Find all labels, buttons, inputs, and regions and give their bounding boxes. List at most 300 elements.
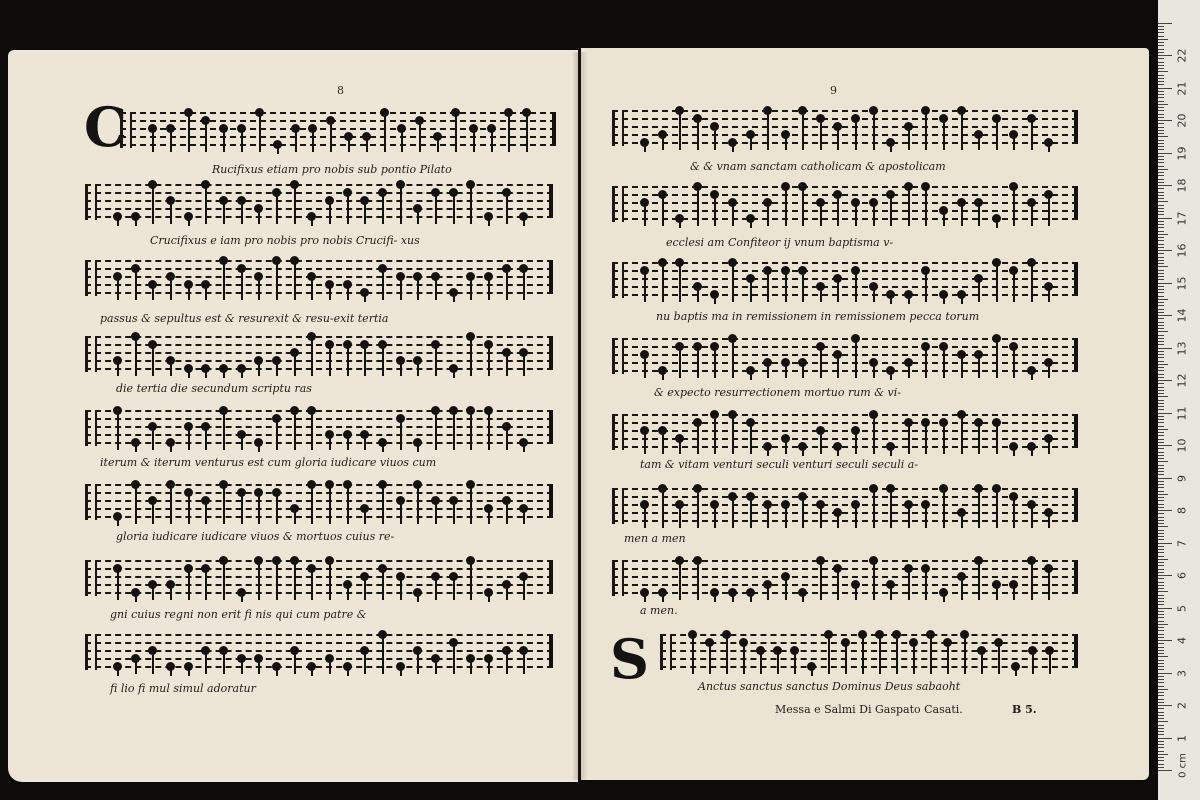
ruler-tick [1158, 764, 1164, 765]
note-stem [1031, 448, 1033, 456]
clef-icon [120, 114, 132, 148]
note-stem [311, 218, 313, 226]
end-bar [549, 410, 553, 442]
note-stem [777, 652, 779, 674]
note-stem [400, 668, 402, 676]
staff-line [612, 118, 1078, 120]
note-stem [890, 372, 892, 380]
note-stem [241, 494, 243, 524]
ruler-tick [1158, 377, 1164, 378]
note-stem [750, 220, 752, 228]
lyric-line: Crucifixus e iam pro nobis pro nobis Crucifi- xus [150, 234, 420, 247]
ruler-tick [1158, 614, 1164, 615]
ruler-tick [1158, 588, 1164, 589]
staff-line [85, 352, 553, 354]
ruler-tick [1158, 224, 1164, 225]
clef-icon [612, 416, 624, 450]
ruler-tick [1158, 227, 1164, 228]
note-stem [312, 130, 314, 152]
ruler-tick [1158, 114, 1164, 115]
note-stem [981, 652, 983, 674]
music-staff [612, 182, 1078, 222]
note-stem [750, 136, 752, 150]
ruler-tick [1158, 188, 1164, 189]
ruler-tick [1158, 647, 1164, 648]
note-stem [709, 644, 711, 674]
lyric-line: Rucifixus etiam pro nobis sub pontio Pilato [212, 163, 452, 176]
note-stem [382, 486, 384, 524]
ruler-number: 19 [1175, 146, 1189, 160]
note-stem [732, 594, 734, 602]
ruler-tick [1158, 520, 1164, 521]
note-stem [223, 486, 225, 524]
ruler-tick [1158, 221, 1164, 222]
lyric-line: men a men [624, 532, 686, 545]
end-bar [1074, 414, 1078, 446]
note-stem [295, 130, 297, 152]
clef-icon [660, 636, 672, 670]
clef-icon [85, 562, 97, 596]
music-staff [85, 180, 553, 220]
note-stem [996, 340, 998, 378]
end-bar [549, 634, 553, 666]
ruler-tick [1158, 396, 1168, 397]
note-stem [417, 278, 419, 300]
ruler-tick [1158, 312, 1164, 313]
ruler-tick [1158, 595, 1164, 596]
note-stem [802, 594, 804, 602]
note-stem [294, 510, 296, 524]
note-stem [760, 652, 762, 674]
ruler-tick [1158, 367, 1164, 368]
note-stem [890, 448, 892, 456]
ruler-tick [1158, 474, 1164, 475]
ruler-tick [1158, 465, 1164, 466]
note-stem [329, 436, 331, 450]
clef-icon [85, 262, 97, 296]
ruler-tick [1158, 78, 1164, 79]
note-stem [258, 278, 260, 300]
note-stem [996, 490, 998, 528]
note-stem [714, 296, 716, 304]
note-stem [506, 270, 508, 300]
ruler-tick [1158, 201, 1168, 202]
ruler-number: 5 [1175, 604, 1189, 612]
staff-line [612, 488, 1078, 490]
note-stem [855, 506, 857, 528]
end-bar [549, 484, 553, 516]
note-stem [205, 286, 207, 300]
note-stem [470, 338, 472, 376]
ruler-tick [1158, 500, 1164, 501]
end-bar [552, 112, 556, 144]
ruler-tick [1158, 23, 1172, 24]
note-stem [908, 128, 910, 150]
ruler-tick [1158, 510, 1172, 511]
note-stem [679, 440, 681, 454]
ruler-tick [1158, 211, 1164, 212]
clef-icon [612, 490, 624, 524]
ruler-tick [1158, 94, 1164, 95]
note-stem [1048, 514, 1050, 528]
ruler-tick [1158, 523, 1164, 524]
ruler-tick [1158, 744, 1164, 745]
ruler-tick [1158, 127, 1164, 128]
ruler-tick [1158, 237, 1164, 238]
note-stem [223, 652, 225, 674]
ruler-tick [1158, 491, 1164, 492]
note-stem [506, 428, 508, 450]
note-stem [241, 594, 243, 602]
note-stem [714, 416, 716, 454]
ruler-tick [1158, 741, 1164, 742]
note-stem [890, 586, 892, 600]
note-stem [453, 644, 455, 674]
ruler-tick [1158, 279, 1164, 280]
note-stem [644, 432, 646, 454]
ruler-tick [1158, 481, 1164, 482]
note-stem [873, 490, 875, 528]
ruler-tick [1158, 169, 1168, 170]
note-stem [417, 362, 419, 376]
note-stem [820, 348, 822, 378]
note-stem [455, 114, 457, 152]
note-stem [996, 220, 998, 228]
note-stem [329, 660, 331, 674]
note-stem [347, 486, 349, 524]
ruler-tick [1158, 747, 1164, 748]
end-bar [1074, 338, 1078, 370]
ruler-tick [1158, 543, 1172, 544]
note-stem [978, 280, 980, 302]
note-stem [802, 112, 804, 150]
music-staff [612, 410, 1078, 450]
ruler-tick [1158, 575, 1172, 576]
clef-icon [612, 112, 624, 146]
note-stem [873, 288, 875, 302]
ruler-tick [1158, 36, 1164, 37]
note-stem [152, 586, 154, 600]
note-stem [382, 444, 384, 452]
note-stem [473, 130, 475, 152]
ruler-tick [1158, 562, 1164, 563]
note-stem [697, 490, 699, 528]
note-stem [644, 356, 646, 378]
note-stem [276, 562, 278, 600]
ruler-tick [1158, 140, 1164, 141]
ruler-tick [1158, 445, 1172, 446]
ruler-tick [1158, 289, 1164, 290]
note-stem [523, 270, 525, 300]
note-stem [135, 338, 137, 376]
note-stem [435, 578, 437, 600]
ruler-tick [1158, 208, 1164, 209]
ruler-tick [1158, 666, 1164, 667]
ruler-number: 17 [1175, 211, 1189, 225]
note-stem [697, 288, 699, 302]
note-stem [644, 594, 646, 602]
ruler-tick [1158, 387, 1164, 388]
note-stem [662, 136, 664, 150]
ruler-tick [1158, 435, 1164, 436]
note-stem [435, 660, 437, 674]
staff-line [85, 208, 553, 210]
note-stem [523, 354, 525, 376]
note-stem [767, 586, 769, 600]
note-stem [1031, 506, 1033, 528]
ruler-tick [1158, 331, 1168, 332]
note-stem [488, 510, 490, 524]
ruler-tick [1158, 156, 1164, 157]
note-stem [205, 428, 207, 450]
note-stem [943, 212, 945, 226]
note-stem [785, 188, 787, 226]
ruler-tick [1158, 49, 1164, 50]
note-stem [726, 636, 728, 674]
ruler-tick [1158, 309, 1164, 310]
note-stem [258, 660, 260, 674]
note-stem [400, 362, 402, 376]
ruler-tick [1158, 406, 1164, 407]
ruler-tick [1158, 513, 1164, 514]
ruler-tick [1158, 325, 1164, 326]
ruler-tick [1158, 757, 1164, 758]
note-stem [417, 652, 419, 674]
staff-line [660, 658, 1078, 660]
note-stem [964, 636, 966, 674]
note-stem [364, 578, 366, 600]
note-stem [241, 370, 243, 378]
note-stem [135, 444, 137, 452]
ruler-tick [1158, 214, 1164, 215]
note-stem [644, 204, 646, 226]
note-stem [488, 278, 490, 300]
ruler-tick [1158, 705, 1172, 706]
note-stem [205, 652, 207, 674]
ruler-tick [1158, 302, 1164, 303]
ruler-tick [1158, 439, 1164, 440]
ruler-tick [1158, 643, 1164, 644]
note-stem [311, 412, 313, 450]
ruler-tick [1158, 315, 1172, 316]
ruler-tick [1158, 416, 1164, 417]
note-stem [697, 562, 699, 600]
ruler-tick [1158, 611, 1164, 612]
note-stem [767, 506, 769, 528]
ruler-tick [1158, 71, 1168, 72]
lyric-line: passus & sepultus est & resurexit & resu-exit tertia [100, 312, 389, 325]
note-stem [925, 272, 927, 302]
note-stem [837, 570, 839, 600]
note-stem [890, 296, 892, 304]
note-stem [205, 570, 207, 600]
end-bar [1074, 262, 1078, 294]
ruler-tick [1158, 591, 1168, 592]
note-stem [117, 570, 119, 600]
note-stem [506, 652, 508, 674]
note-stem [241, 130, 243, 152]
staff-line [85, 260, 553, 262]
ruler-tick [1158, 569, 1164, 570]
note-stem [188, 218, 190, 226]
ruler-tick [1158, 383, 1164, 384]
note-stem [488, 412, 490, 450]
note-stem [347, 286, 349, 300]
note-stem [697, 424, 699, 454]
music-staff [120, 108, 556, 148]
note-stem [1031, 204, 1033, 226]
note-stem [382, 194, 384, 224]
ruler-number: 12 [1175, 373, 1189, 388]
note-stem [943, 594, 945, 602]
note-stem [205, 502, 207, 524]
note-stem [170, 586, 172, 600]
ruler-tick [1158, 292, 1164, 293]
note-stem [714, 128, 716, 150]
ruler-tick [1158, 731, 1164, 732]
ruler-tick [1158, 351, 1164, 352]
note-stem [873, 562, 875, 600]
ruler-number: 16 [1175, 243, 1189, 258]
ruler-tick [1158, 695, 1164, 696]
note-stem [837, 280, 839, 302]
ruler-tick [1158, 702, 1164, 703]
note-stem [223, 262, 225, 300]
ruler-tick [1158, 68, 1164, 69]
staff-line [85, 336, 553, 338]
note-stem [417, 444, 419, 452]
ruler-tick [1158, 120, 1172, 121]
ruler-tick [1158, 244, 1164, 245]
note-stem [188, 114, 190, 152]
ruler-tick [1158, 143, 1164, 144]
ruler-tick [1158, 572, 1164, 573]
note-stem [508, 114, 510, 152]
note-stem [679, 506, 681, 528]
note-stem [1048, 570, 1050, 600]
note-stem [276, 420, 278, 450]
note-stem [152, 186, 154, 224]
note-stem [802, 498, 804, 528]
ruler-tick [1158, 45, 1164, 46]
ruler-number: 6 [1175, 572, 1189, 579]
staff-line [660, 642, 1078, 644]
lyric-line: gloria iudicare iudicare viuos & mortuos cuius re- [116, 530, 395, 543]
ruler-tick [1158, 117, 1164, 118]
ruler-tick [1158, 630, 1164, 631]
note-stem [488, 594, 490, 602]
ruler-tick [1158, 146, 1164, 147]
ruler-tick [1158, 136, 1168, 137]
note-stem [259, 114, 261, 152]
ruler-tick [1158, 240, 1164, 241]
ruler-tick [1158, 276, 1164, 277]
ruler-tick [1158, 725, 1164, 726]
note-stem [364, 346, 366, 376]
ruler-tick [1158, 712, 1164, 713]
note-stem [732, 416, 734, 454]
note-stem [506, 502, 508, 524]
ruler-tick [1158, 299, 1168, 300]
note-stem [329, 286, 331, 300]
note-stem [170, 130, 172, 152]
note-stem [794, 652, 796, 674]
end-bar [1074, 488, 1078, 520]
ruler-tick [1158, 689, 1168, 690]
note-stem [417, 486, 419, 524]
note-stem [714, 506, 716, 528]
note-stem [679, 264, 681, 302]
note-stem [837, 196, 839, 226]
note-stem [890, 196, 892, 226]
note-stem [1049, 652, 1051, 674]
ruler-tick [1158, 426, 1164, 427]
music-staff [612, 484, 1078, 524]
ruler-tick [1158, 608, 1172, 609]
note-stem [1032, 652, 1034, 674]
note-stem [400, 502, 402, 524]
ruler-tick [1158, 318, 1164, 319]
ruler-tick [1158, 663, 1164, 664]
note-stem [961, 578, 963, 600]
ruler-number: 9 [1175, 474, 1189, 482]
note-stem [152, 286, 154, 300]
staff-line [85, 658, 553, 660]
note-stem [1031, 562, 1033, 600]
music-staff [85, 406, 553, 446]
ruler-tick [1158, 149, 1164, 150]
ruler-tick [1158, 29, 1164, 30]
note-stem [820, 432, 822, 454]
ruler-tick [1158, 559, 1168, 560]
note-stem [241, 202, 243, 224]
end-bar [549, 184, 553, 216]
staff-line [85, 200, 553, 202]
right-page-number: 9 [830, 84, 837, 97]
ruler-tick [1158, 471, 1164, 472]
note-stem [435, 412, 437, 450]
note-stem [488, 660, 490, 674]
ruler-tick [1158, 422, 1164, 423]
ruler-tick [1158, 104, 1168, 105]
ruler-tick [1158, 65, 1164, 66]
note-stem [1015, 668, 1017, 676]
staff-line [612, 278, 1078, 280]
ruler-tick [1158, 42, 1164, 43]
note-stem [470, 486, 472, 524]
music-staff [85, 480, 553, 520]
ruler-tick [1158, 133, 1164, 134]
ruler-tick [1158, 234, 1168, 235]
note-stem [879, 636, 881, 674]
lyric-line: fi lio fi mul simul adoratur [110, 682, 256, 695]
note-stem [437, 138, 439, 152]
staff-line [612, 210, 1078, 212]
ruler-tick [1158, 166, 1164, 167]
note-stem [644, 144, 646, 152]
staff-line [85, 516, 553, 518]
note-stem [223, 202, 225, 224]
ruler-tick [1158, 205, 1164, 206]
staff-line [120, 120, 556, 122]
note-stem [662, 372, 664, 380]
staff-line [85, 360, 553, 362]
ruler-tick [1158, 97, 1164, 98]
note-stem [311, 668, 313, 676]
staff-line [612, 362, 1078, 364]
note-stem [943, 424, 945, 454]
note-stem [767, 204, 769, 226]
